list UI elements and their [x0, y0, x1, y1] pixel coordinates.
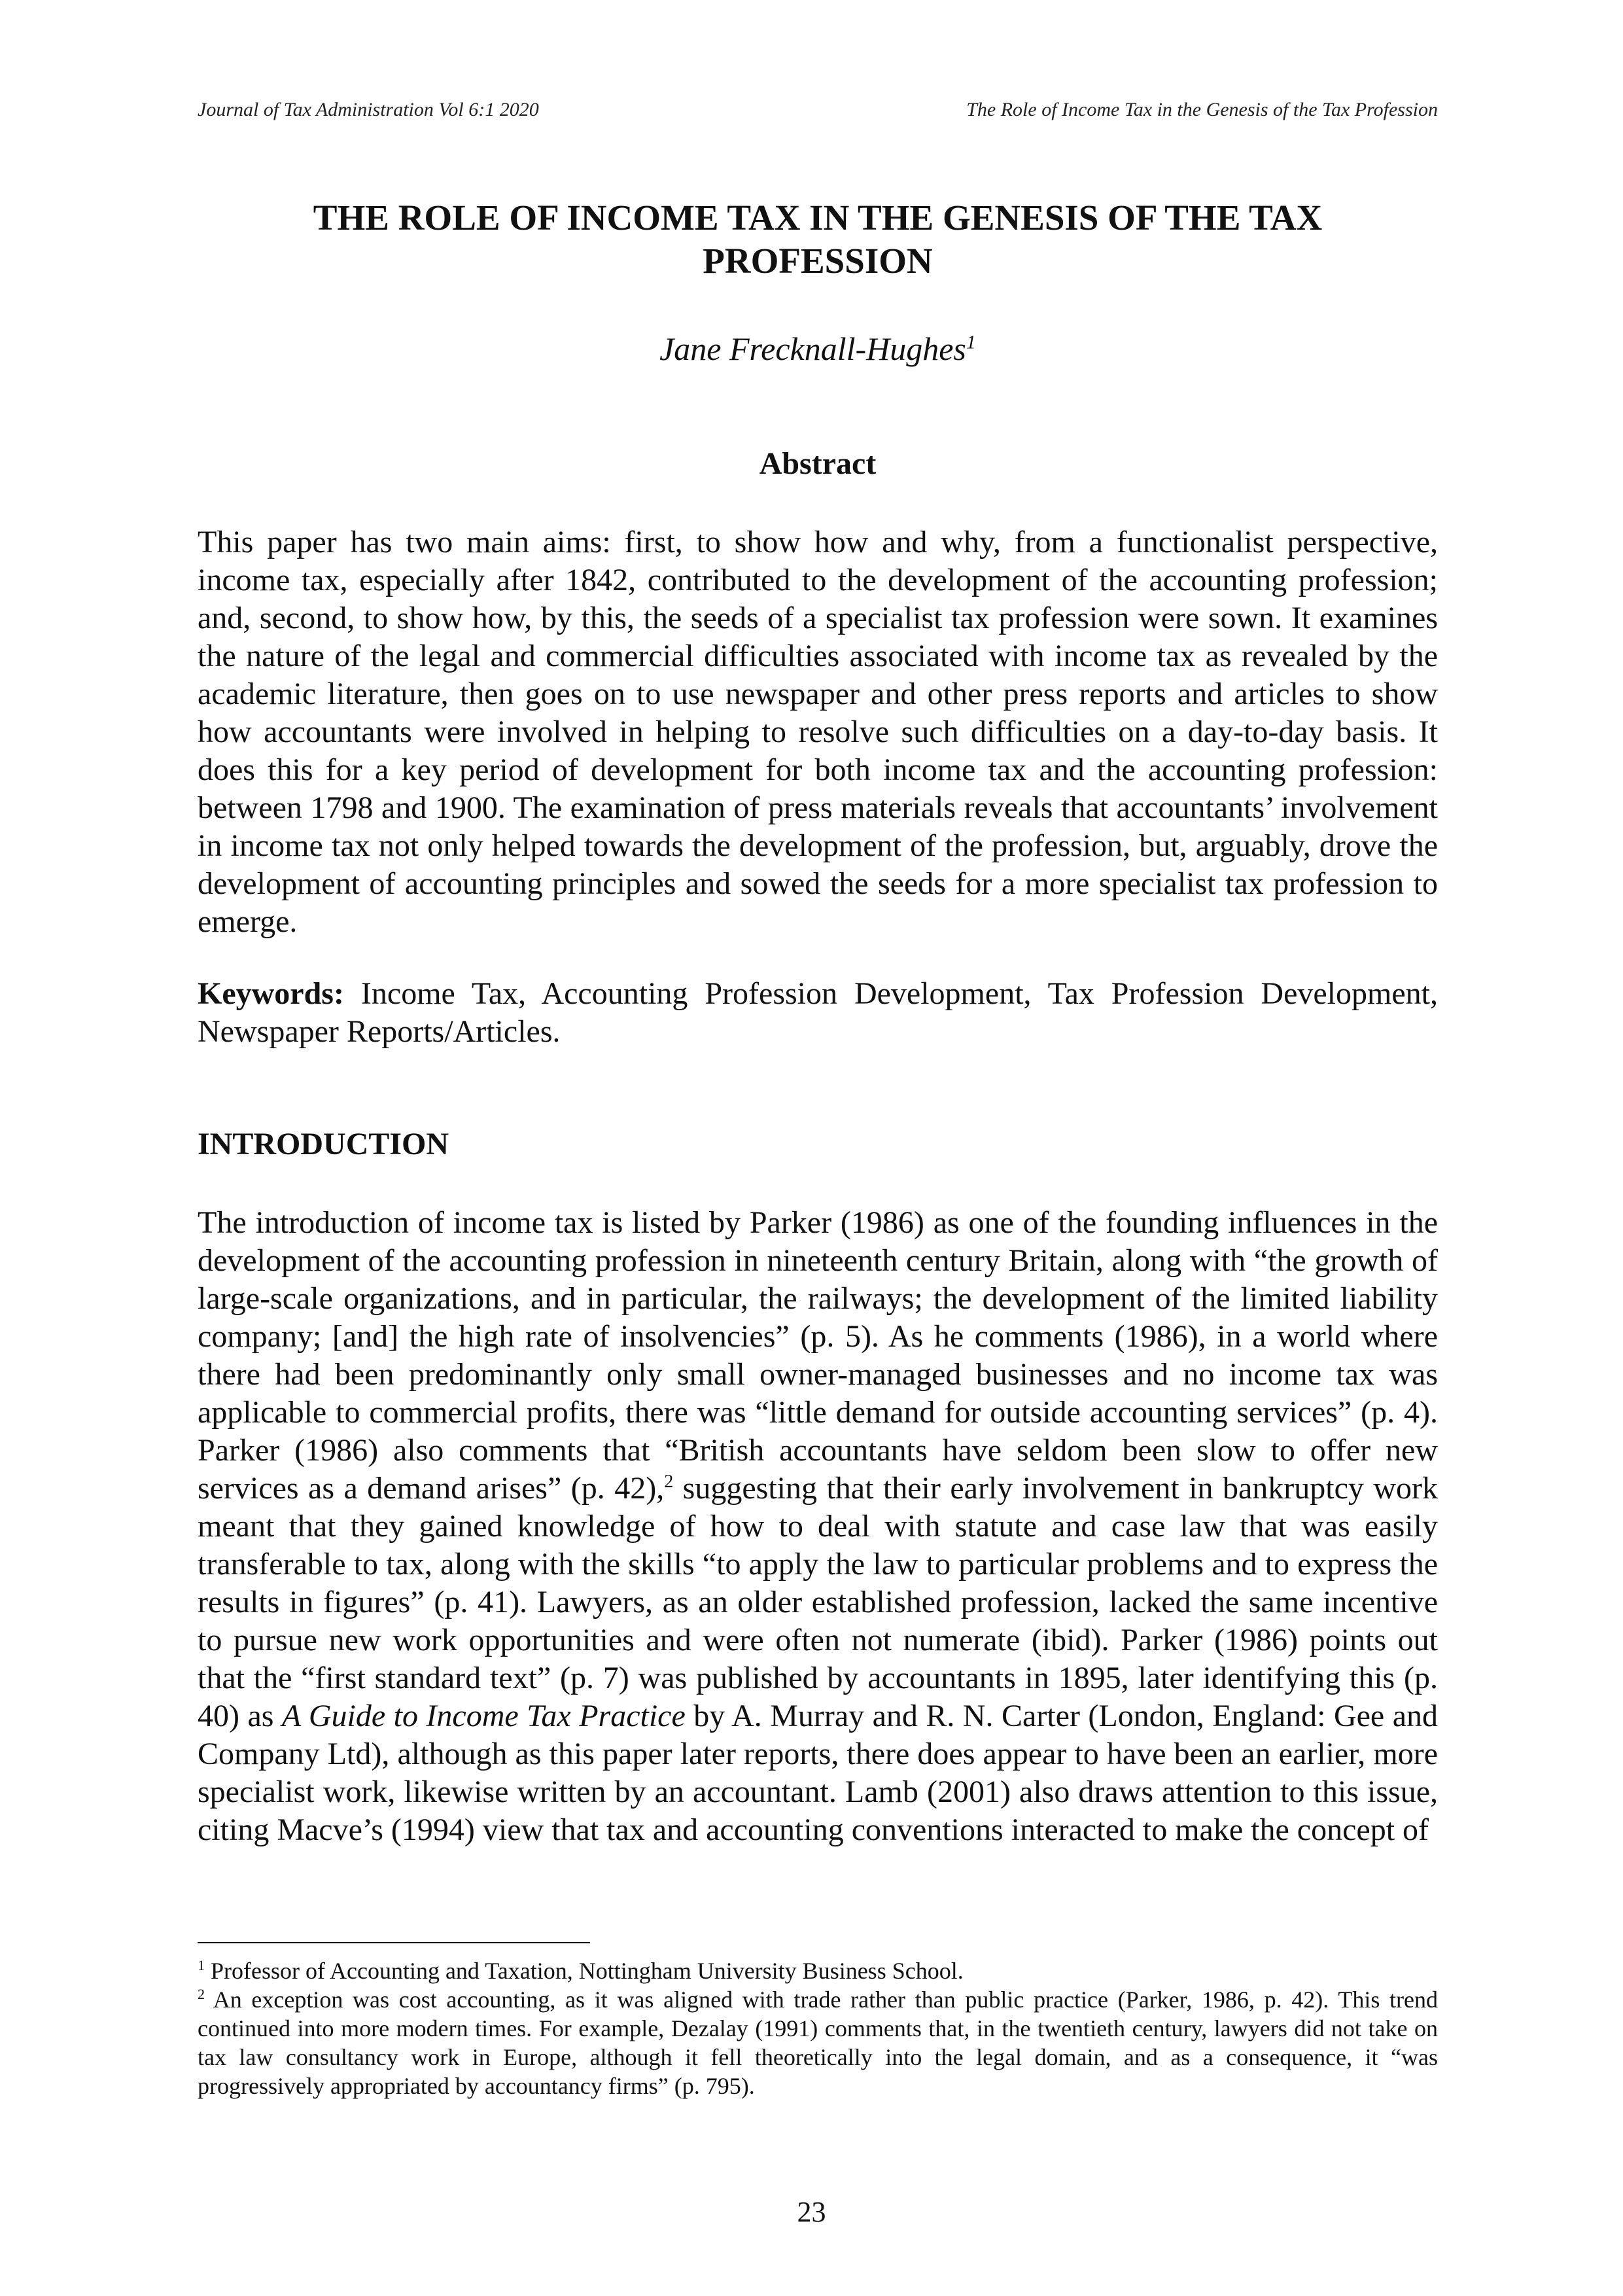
running-header: [198, 98, 1438, 122]
keywords-text: Income Tax, Accounting Profession Development, Tax Profession Development, Newspaper Reports/Articles.: [198, 976, 1438, 1049]
intro-text-part3: by A. Murray and R. N. Carter (London, England: Gee and Company Ltd), although as this paper later reports, there does appear to have been an earlier, more specialist work, likewise written by an accountant. Lamb (2001) also draws attention to this issue, citing Macve’s (1994) view that tax and accounting conventions interacted to make the concept of: [198, 1699, 1438, 1847]
intro-book-title: A Guide to Income Tax Practice: [281, 1699, 686, 1733]
keywords-line: [198, 975, 1438, 1051]
keywords-label: Keywords:: [198, 976, 344, 1011]
footnote-1-text: Professor of Accounting and Taxation, Nottingham University Business School.: [205, 1958, 964, 1984]
paper-title: THE ROLE OF INCOME TAX IN THE GENESIS OF THE TAX PROFESSION: [313, 198, 1323, 281]
footnote-1: [198, 1956, 1438, 1985]
author-footnote-mark[interactable]: 1: [966, 331, 976, 353]
footnote-2-mark: 2: [198, 1986, 205, 2002]
intro-text-part1: The introduction of income tax is listed by Parker (1986) as one of the founding influences in the development of the accounting profession in nineteenth century Britain, along with “the growth of large-scale organizations, and in particular, the railways; the development of the limited liability company; [and] the high rate of insolvencies” (p. 5). As he comments (1986), in a world where there had been predominantly only small owner-managed businesses and no income tax was applicable to commercial profits, there was “little demand for outside accounting services” (p. 4). Parker (1986) also comments that “British accountants have seldom been slow to offer new services as a demand arises” (p. 42),: [198, 1205, 1438, 1506]
footnote-divider: [198, 1942, 590, 1943]
introduction-heading: INTRODUCTION: [198, 1127, 449, 1161]
abstract-heading: Abstract: [759, 446, 877, 481]
journal-citation: Journal of Tax Administration Vol 6:1 2020: [198, 99, 539, 120]
introduction-paragraph: [198, 1204, 1438, 1849]
abstract-text: This paper has two main aims: first, to show how and why, from a functionalist perspective, income tax, especially after 1842, contributed to the development of the accounting profession; and, second, to show how, by this, the seeds of a specialist tax profession were sown. It examines the nature of the legal and commercial difficulties associated with income tax as revealed by the academic literature, then goes on to use newspaper and other press reports and articles to show how accountants were involved in helping to resolve such difficulties on a day-to-day basis. It does this for a key period of development for both income tax and the accounting profession: between 1798 and 1900. The examination of press materials reveals that accountants’ involvement in income tax not only helped towards the development of the profession, but, arguably, drove the development of accounting principles and sowed the seeds for a more specialist tax profession to emerge.: [198, 525, 1438, 939]
author-line: [198, 329, 1438, 368]
footnotes: [198, 1956, 1438, 2100]
footnote-2-text: An exception was cost accounting, as it was aligned with trade rather than public practice (Parker, 1986, p. 42). This trend continued into more modern times. For example, Dezalay (1991) comments that, in the twentieth century, lawyers did not take on tax law consultancy work in Europe, although it fell theoretically into the legal domain, and as a consequence, it “was progressively appropriated by accountancy firms” (p. 795).: [198, 1987, 1438, 2099]
page-number: 23: [797, 2196, 826, 2228]
footnote-2: [198, 1985, 1438, 2100]
running-title: The Role of Income Tax in the Genesis of the Tax Profession: [966, 99, 1438, 120]
author-name: Jane Frecknall-Hughes: [659, 330, 966, 367]
intro-footnote-mark[interactable]: 2: [664, 1472, 674, 1492]
intro-text-part2: suggesting that their early involvement in bankruptcy work meant that they gained knowledge of how to deal with statute and case law that was easily transferable to tax, along with the skills “to apply the law to particular problems and to express the results in figures” (p. 41). Lawyers, as an older established profession, lacked the same incentive to pursue new work opportunities and were often not numerate (ibid). Parker (1986) points out that the “first standard text” (p. 7) was published by accountants in 1895, later identifying this (p. 40) as: [198, 1471, 1439, 1733]
footnote-1-mark: 1: [198, 1957, 205, 1973]
